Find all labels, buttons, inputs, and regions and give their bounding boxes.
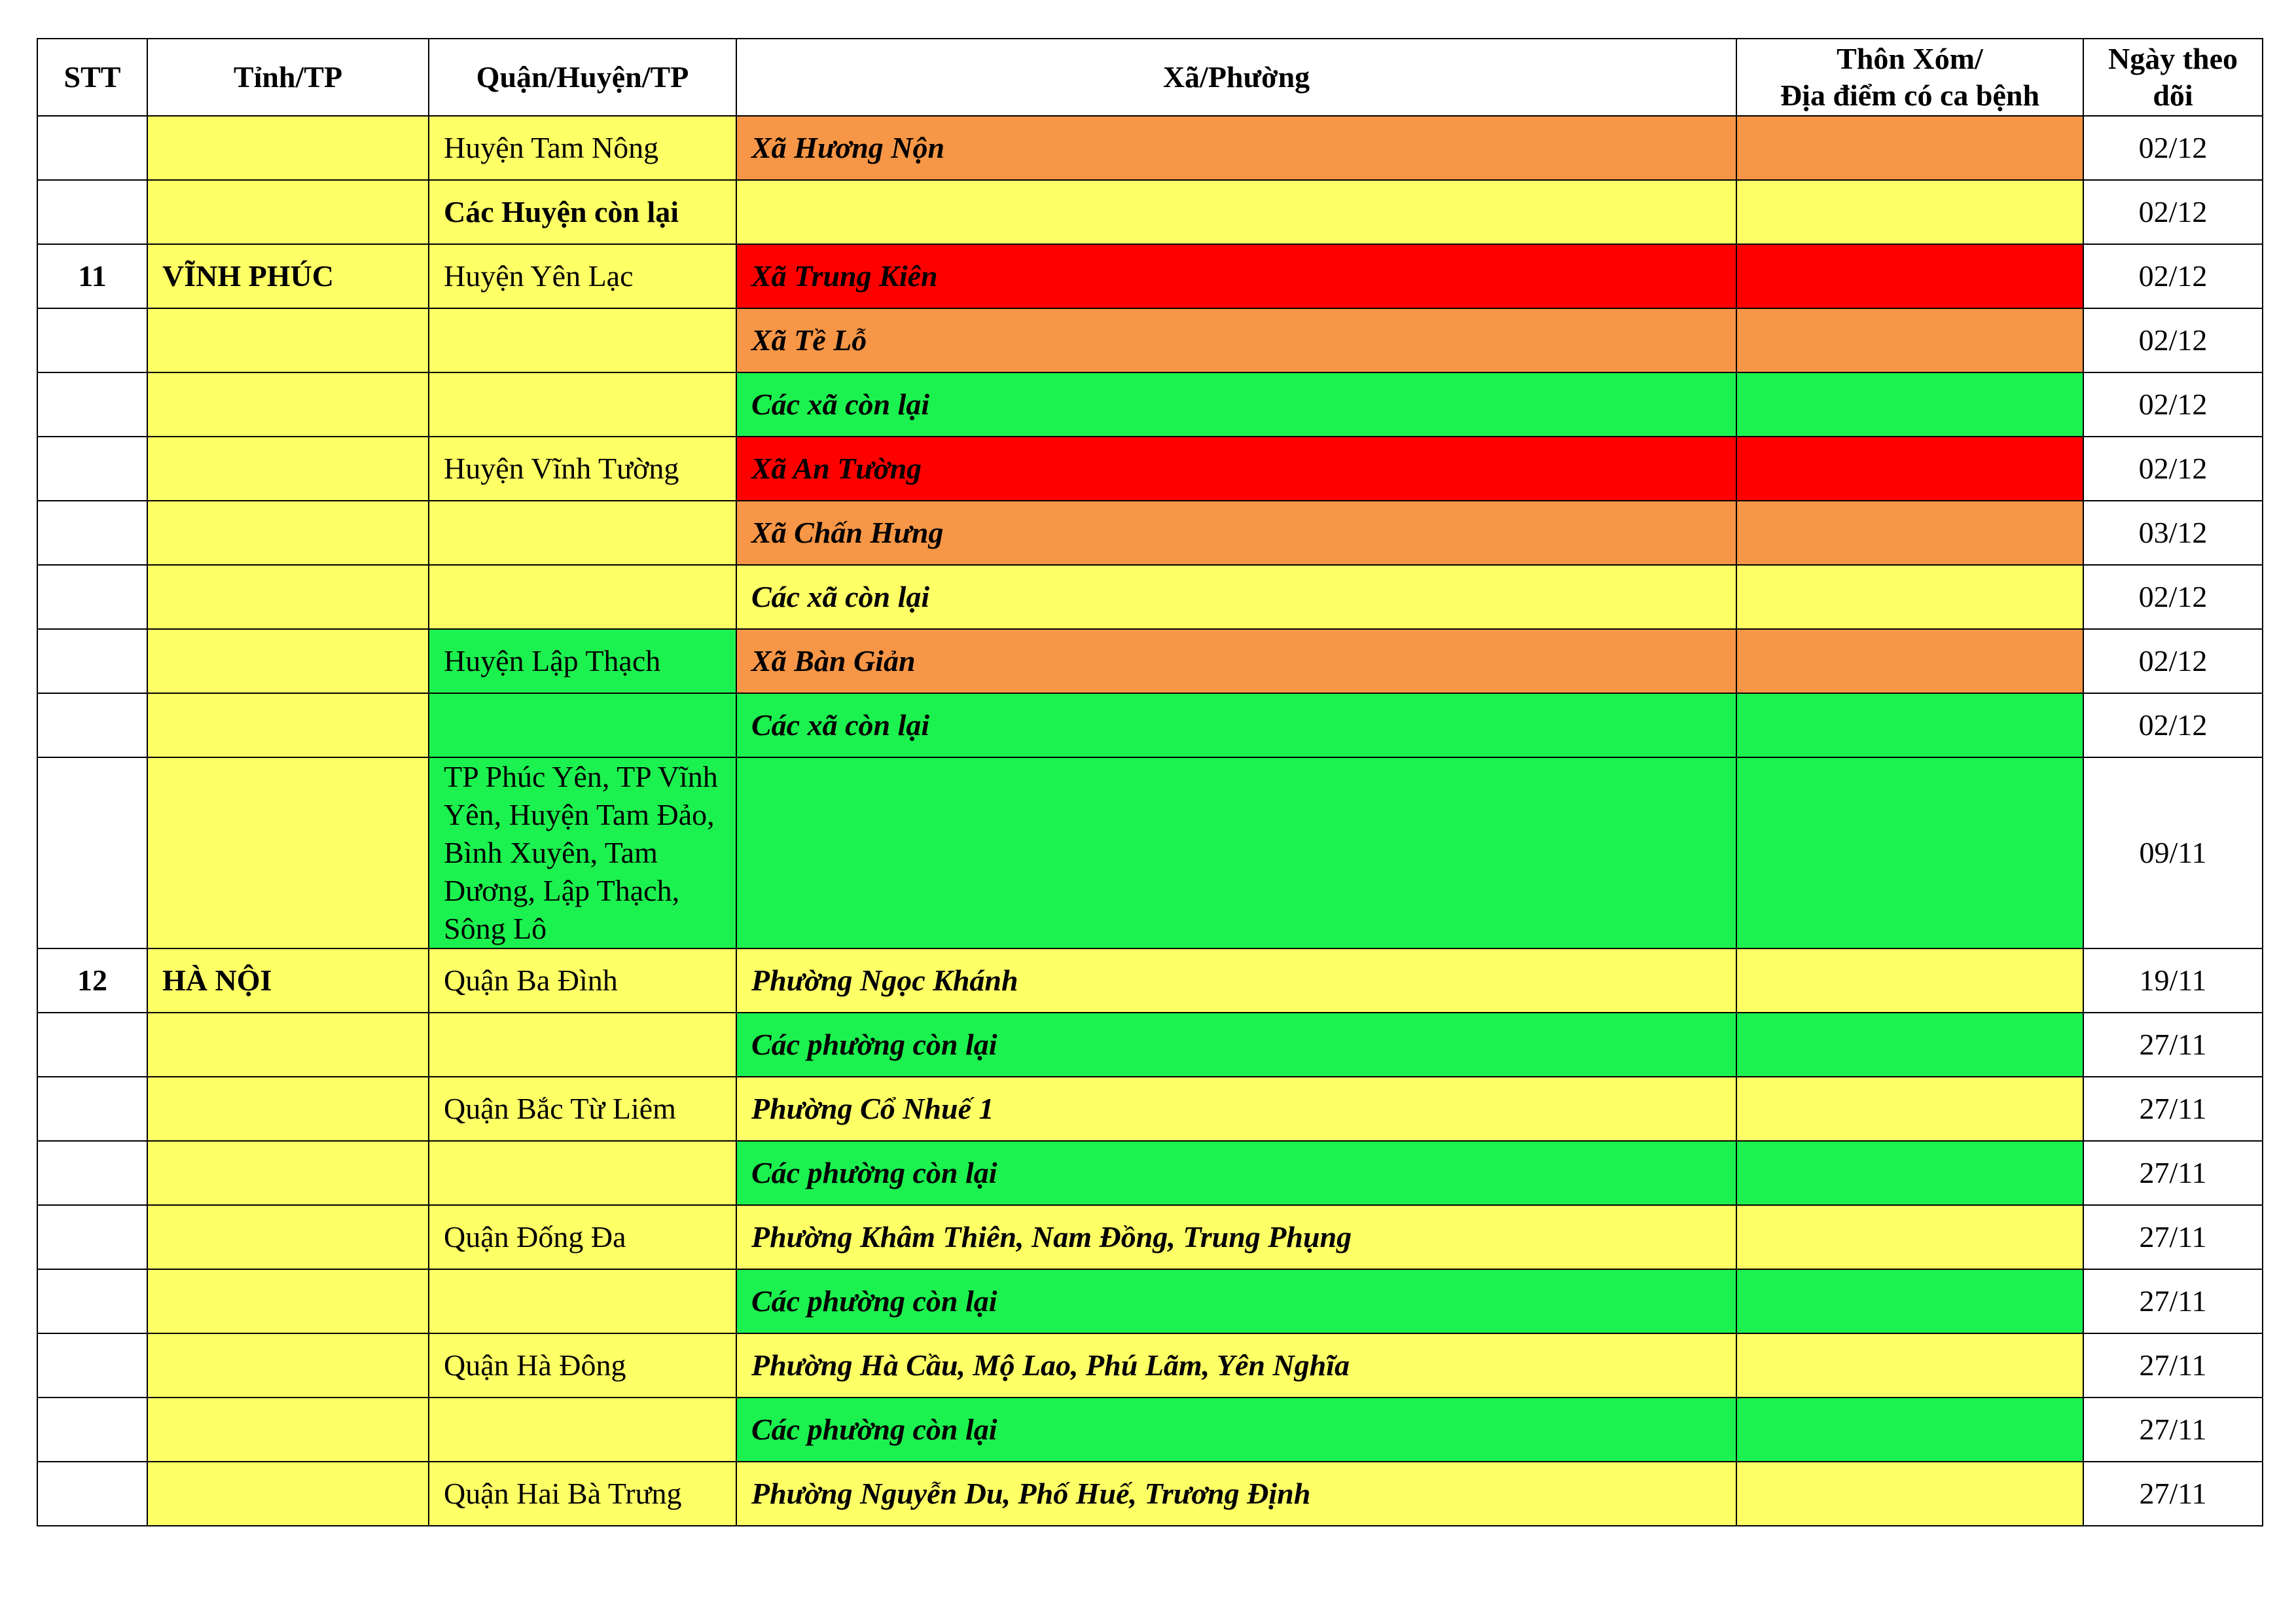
table-row	[37, 1141, 2263, 1205]
ward-cell: Xã Bàn Giản	[736, 629, 1736, 693]
district-cell: Các Huyện còn lại	[429, 180, 736, 244]
table-row	[37, 693, 2263, 757]
province-cell	[147, 1333, 429, 1398]
district-cell: Huyện Yên Lạc	[429, 244, 736, 308]
stt-cell	[37, 565, 147, 629]
stt-cell	[37, 180, 147, 244]
stt-cell: 11	[37, 244, 147, 308]
district-cell: Quận Bắc Từ Liêm	[429, 1077, 736, 1141]
hamlet-cell	[1736, 1398, 2083, 1462]
table-row	[37, 372, 2263, 437]
date-cell: 27/11	[2083, 1398, 2263, 1462]
stt-cell	[37, 437, 147, 501]
ward-cell: Xã An Tường	[736, 437, 1736, 501]
header-stt: STT	[37, 39, 147, 116]
stt-cell	[37, 757, 147, 948]
date-cell: 02/12	[2083, 629, 2263, 693]
header-hamlet-line2: Địa điểm có ca bệnh	[1780, 79, 2040, 112]
hamlet-cell	[1736, 1333, 2083, 1398]
district-cell	[429, 565, 736, 629]
ward-cell: Xã Trung Kiên	[736, 244, 1736, 308]
table-row	[37, 501, 2263, 565]
ward-cell: Các phường còn lại	[736, 1141, 1736, 1205]
province-cell: VĨNH PHÚC	[147, 244, 429, 308]
province-cell	[147, 1141, 429, 1205]
date-cell: 02/12	[2083, 437, 2263, 501]
table-row	[37, 116, 2263, 180]
table-row	[37, 565, 2263, 629]
province-cell	[147, 116, 429, 180]
hamlet-cell	[1736, 1141, 2083, 1205]
hamlet-cell	[1736, 1269, 2083, 1333]
district-cell: Quận Ba Đình	[429, 948, 736, 1013]
hamlet-cell	[1736, 437, 2083, 501]
ward-cell: Xã Hương Nộn	[736, 116, 1736, 180]
province-cell	[147, 1462, 429, 1526]
district-cell: Huyện Tam Nông	[429, 116, 736, 180]
covid-risk-table	[37, 38, 2263, 1526]
district-cell: TP Phúc Yên, TP Vĩnh Yên, Huyện Tam Đảo, Bình Xuyên, Tam Dương, Lập Thạch, Sông Lô	[429, 757, 736, 948]
date-cell: 02/12	[2083, 693, 2263, 757]
ward-cell: Phường Khâm Thiên, Nam Đồng, Trung Phụng	[736, 1205, 1736, 1269]
ward-cell: Phường Hà Cầu, Mộ Lao, Phú Lãm, Yên Nghĩa	[736, 1333, 1736, 1398]
district-cell	[429, 1398, 736, 1462]
province-cell	[147, 372, 429, 437]
date-cell: 27/11	[2083, 1205, 2263, 1269]
date-cell: 09/11	[2083, 757, 2263, 948]
table-row	[37, 180, 2263, 244]
province-cell	[147, 693, 429, 757]
stt-cell	[37, 1333, 147, 1398]
stt-cell	[37, 116, 147, 180]
table-row	[37, 1462, 2263, 1526]
ward-cell	[736, 180, 1736, 244]
ward-cell	[736, 757, 1736, 948]
table-row	[37, 308, 2263, 372]
ward-cell: Các phường còn lại	[736, 1398, 1736, 1462]
hamlet-cell	[1736, 501, 2083, 565]
ward-cell: Phường Ngọc Khánh	[736, 948, 1736, 1013]
table-row	[37, 1269, 2263, 1333]
stt-cell	[37, 1205, 147, 1269]
date-cell: 19/11	[2083, 948, 2263, 1013]
header-date-line1: Ngày theo	[2108, 42, 2238, 75]
date-cell: 02/12	[2083, 180, 2263, 244]
date-cell: 27/11	[2083, 1141, 2263, 1205]
hamlet-cell	[1736, 1013, 2083, 1077]
date-cell: 27/11	[2083, 1333, 2263, 1398]
province-cell	[147, 180, 429, 244]
stt-cell	[37, 372, 147, 437]
ward-cell: Xã Chấn Hưng	[736, 501, 1736, 565]
date-cell: 27/11	[2083, 1077, 2263, 1141]
district-cell	[429, 1013, 736, 1077]
province-cell	[147, 629, 429, 693]
table-row	[37, 757, 2263, 948]
province-cell	[147, 1205, 429, 1269]
stt-cell: 12	[37, 948, 147, 1013]
table-row	[37, 437, 2263, 501]
table-row	[37, 948, 2263, 1013]
stt-cell	[37, 501, 147, 565]
province-cell	[147, 1077, 429, 1141]
province-cell	[147, 1013, 429, 1077]
ward-cell: Các xã còn lại	[736, 693, 1736, 757]
province-cell	[147, 1398, 429, 1462]
ward-cell: Phường Nguyễn Du, Phố Huế, Trương Định	[736, 1462, 1736, 1526]
date-cell: 27/11	[2083, 1269, 2263, 1333]
district-cell	[429, 372, 736, 437]
district-cell: Huyện Lập Thạch	[429, 629, 736, 693]
province-cell	[147, 1269, 429, 1333]
table-body	[37, 116, 2263, 1526]
ward-cell: Các xã còn lại	[736, 565, 1736, 629]
hamlet-cell	[1736, 629, 2083, 693]
ward-cell: Các xã còn lại	[736, 372, 1736, 437]
hamlet-cell	[1736, 757, 2083, 948]
ward-cell: Các phường còn lại	[736, 1269, 1736, 1333]
table-row	[37, 1013, 2263, 1077]
header-hamlet-line1: Thôn Xóm/	[1837, 42, 1983, 75]
hamlet-cell	[1736, 116, 2083, 180]
stt-cell	[37, 1141, 147, 1205]
stt-cell	[37, 693, 147, 757]
hamlet-cell	[1736, 1077, 2083, 1141]
header-ward: Xã/Phường	[736, 39, 1736, 116]
hamlet-cell	[1736, 693, 2083, 757]
district-cell	[429, 308, 736, 372]
district-cell: Quận Đống Đa	[429, 1205, 736, 1269]
province-cell	[147, 565, 429, 629]
hamlet-cell	[1736, 372, 2083, 437]
district-cell	[429, 693, 736, 757]
stt-cell	[37, 1398, 147, 1462]
district-cell	[429, 501, 736, 565]
header-province: Tỉnh/TP	[147, 39, 429, 116]
stt-cell	[37, 1013, 147, 1077]
hamlet-cell	[1736, 308, 2083, 372]
table-row	[37, 1398, 2263, 1462]
hamlet-cell	[1736, 565, 2083, 629]
header-date	[2083, 39, 2263, 116]
stt-cell	[37, 1462, 147, 1526]
province-cell	[147, 437, 429, 501]
hamlet-cell	[1736, 244, 2083, 308]
hamlet-cell	[1736, 180, 2083, 244]
province-cell: HÀ NỘI	[147, 948, 429, 1013]
province-cell	[147, 501, 429, 565]
table-header-row	[37, 39, 2263, 116]
table-row	[37, 1333, 2263, 1398]
hamlet-cell	[1736, 1205, 2083, 1269]
stt-cell	[37, 308, 147, 372]
province-cell	[147, 308, 429, 372]
stt-cell	[37, 1269, 147, 1333]
date-cell: 27/11	[2083, 1013, 2263, 1077]
district-cell: Huyện Vĩnh Tường	[429, 437, 736, 501]
date-cell: 03/12	[2083, 501, 2263, 565]
date-cell: 27/11	[2083, 1462, 2263, 1526]
province-cell	[147, 757, 429, 948]
table-row	[37, 1077, 2263, 1141]
ward-cell: Xã Tề Lỗ	[736, 308, 1736, 372]
date-cell: 02/12	[2083, 244, 2263, 308]
date-cell: 02/12	[2083, 372, 2263, 437]
table-row	[37, 629, 2263, 693]
district-cell: Quận Hai Bà Trưng	[429, 1462, 736, 1526]
table-row	[37, 1205, 2263, 1269]
header-district: Quận/Huyện/TP	[429, 39, 736, 116]
district-cell	[429, 1141, 736, 1205]
table-row	[37, 244, 2263, 308]
date-cell: 02/12	[2083, 116, 2263, 180]
date-cell: 02/12	[2083, 308, 2263, 372]
ward-cell: Phường Cổ Nhuế 1	[736, 1077, 1736, 1141]
hamlet-cell	[1736, 948, 2083, 1013]
district-cell: Quận Hà Đông	[429, 1333, 736, 1398]
ward-cell: Các phường còn lại	[736, 1013, 1736, 1077]
header-hamlet	[1736, 39, 2083, 116]
header-date-line2: dõi	[2153, 79, 2193, 112]
hamlet-cell	[1736, 1462, 2083, 1526]
date-cell: 02/12	[2083, 565, 2263, 629]
stt-cell	[37, 629, 147, 693]
stt-cell	[37, 1077, 147, 1141]
district-cell	[429, 1269, 736, 1333]
